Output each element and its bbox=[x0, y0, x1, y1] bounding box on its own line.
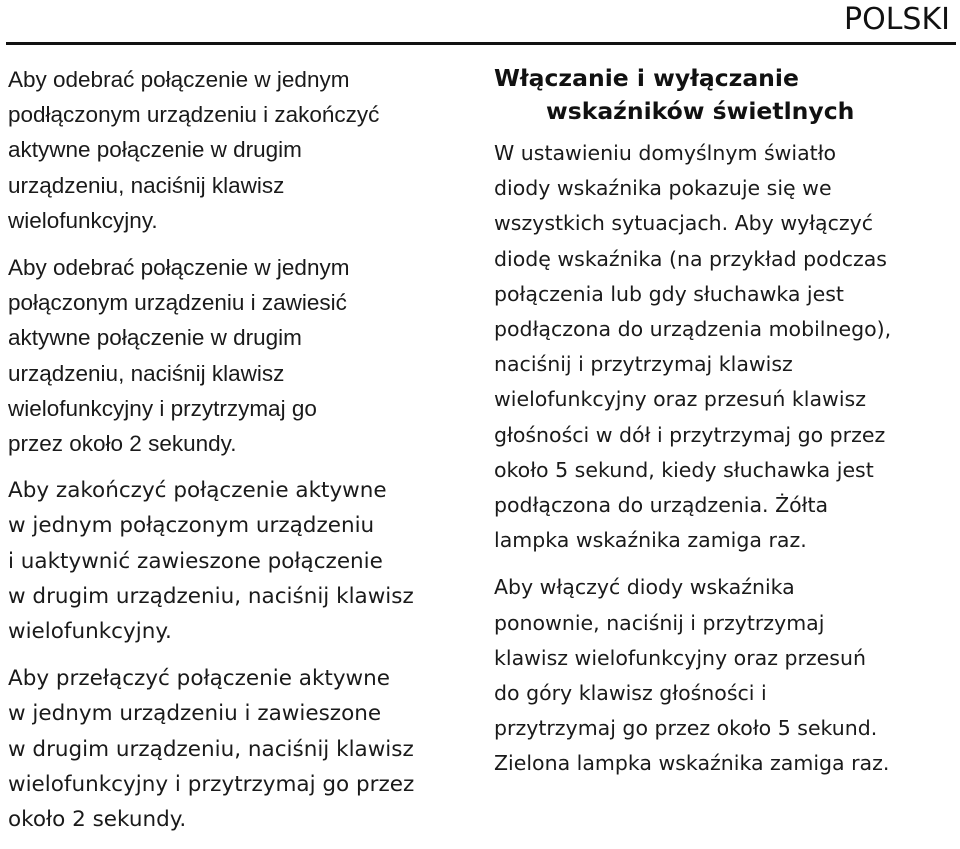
paragraph-answer-end-active: Aby odebrać połączenie w jednym podłączonym urządzeniu i zakończyć aktywne połączenie w drugim urządzeniu, naciśnij klawisz wielofunkcyjny. bbox=[8, 67, 380, 233]
header-divider bbox=[6, 42, 956, 45]
paragraph-answer-hold-active: Aby odebrać połączenie w jednym połączonym urządzeniu i zawiesić aktywne połączenie w drugim urządzeniu, naciśnij klawisz wielofunkcyjny i przytrzymaj go przez około 2 sekundy. bbox=[8, 255, 350, 457]
right-column bbox=[494, 62, 956, 794]
section-heading-line2: wskaźników świetlnych bbox=[546, 97, 855, 125]
paragraph-switch-calls: Aby przełączyć połączenie aktywne w jednym urządzeniu i zawieszone w drugim urządzeniu, naciśnij klawisz wielofunkcyjny i przytrzymaj go przez około 2 sekundy. bbox=[8, 666, 415, 833]
section-heading-line1: Włączanie i wyłączanie bbox=[494, 64, 799, 92]
paragraph-enable-indicator: Aby włączyć diody wskaźnika ponownie, naciśnij i przytrzymaj klawisz wielofunkcyjny oraz przesuń do góry klawisz głośności i przytrzymaj go przez około 5 sekund. Zielona lampka wskaźnika zamiga raz. bbox=[494, 575, 890, 776]
paragraph-end-activate-held: Aby zakończyć połączenie aktywne w jednym połączonym urządzeniu i uaktywnić zawieszone połączenie w drugim urządzeniu, naciśnij klawisz wielofunkcyjny. bbox=[8, 478, 414, 645]
section-heading bbox=[494, 62, 956, 128]
language-label: POLSKI bbox=[844, 2, 950, 37]
paragraph-disable-indicator: W ustawieniu domyślnym światło diody wskaźnika pokazuje się we wszystkich sytuacjach. Aby wyłączyć diodę wskaźnika (na przykład podczas połączenia lub gdy słuchawka jest podłączona do urządzenia mobilnego), naciśnij i przytrzymaj klawisz wielofunkcyjny oraz przesuń klawisz głośności w dół i przytrzymaj go przez około 5 sekund, kiedy słuchawka jest podłączona do urządzenia. Żółta lampka wskaźnika zamiga raz. bbox=[494, 141, 892, 553]
left-column bbox=[8, 62, 473, 849]
